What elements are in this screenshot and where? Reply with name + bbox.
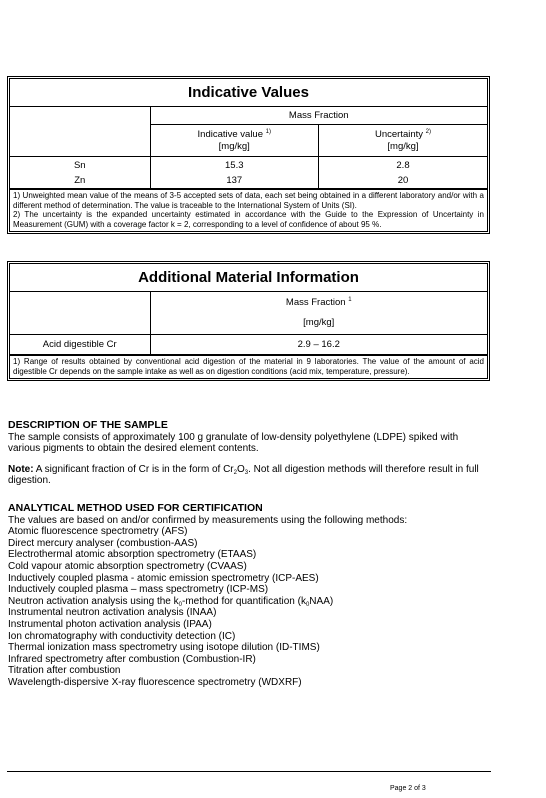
uncertainty-unit: [mg/kg] <box>387 140 419 152</box>
mass-fraction-header: Mass Fraction <box>150 107 487 125</box>
table-row-uncertainty: 2.8 <box>319 157 488 174</box>
method-item: Titration after combustion <box>8 665 121 677</box>
table-row-value: 15.3 <box>150 157 319 174</box>
blank-header-cell <box>10 292 150 335</box>
methods-heading: ANALYTICAL METHOD USED FOR CERTIFICATION <box>8 502 263 514</box>
note-text: . Not all digestion methods will therefore result in full digestion. <box>8 463 479 487</box>
method-item: Ion chromatography with conductivity detection (IC) <box>8 630 236 642</box>
additional-footnote <box>10 355 487 378</box>
method-subscript: 0 <box>305 601 310 608</box>
method-item: Atomic fluorescence spectrometry (AFS) <box>8 526 188 538</box>
page-number: Page 2 of 3 <box>390 785 426 792</box>
table-row-element: Sn <box>10 157 150 174</box>
blank-header-cell <box>10 107 150 157</box>
method-item: Instrumental neutron activation analysis (INAA) <box>8 607 217 619</box>
footnote-ref-1: 1 <box>348 297 352 303</box>
footnote-text: 2) The uncertainty is the expanded uncertainty estimated in accordance with the Guide to the Expression of Uncertainty in Measurement (GUM) with a coverage factor k = 2, corresponding to a level of confidence of about 95 %. <box>13 210 484 229</box>
note-text: O <box>236 463 245 475</box>
note-label: Note: <box>8 463 34 475</box>
description-text: The sample consists of approximately 100 g granulate of low-density polyethylene (LDPE) spiked with various pigments to obtain the desired element contents. <box>8 431 459 455</box>
mass-fraction-unit: [mg/kg] <box>303 317 335 328</box>
indicative-footnotes <box>10 189 487 231</box>
footnote-ref-1: 1) <box>265 128 271 135</box>
method-item: Inductively coupled plasma - atomic emission spectrometry (ICP-AES) <box>8 572 319 584</box>
uncertainty-label: Uncertainty <box>374 128 424 140</box>
method-item: Direct mercury analyser (combustion-AAS) <box>8 537 198 549</box>
method-item: Inductively coupled plasma – mass spectrometry (ICP-MS) <box>8 584 269 596</box>
method-item: Infrared spectrometry after combustion (Combustion-IR) <box>8 653 256 665</box>
description-note <box>8 464 488 487</box>
description-heading: DESCRIPTION OF THE SAMPLE <box>8 419 168 431</box>
table-row-value: 137 <box>150 173 319 189</box>
method-item: Cold vapour atomic absorption spectrometry (CVAAS) <box>8 560 247 572</box>
acid-cr-label: Acid digestible Cr <box>10 335 150 355</box>
additional-info-title: Additional Material Information <box>10 264 487 292</box>
method-item-naa <box>8 596 488 608</box>
method-item: Electrothermal atomic absorption spectrometry (ETAAS) <box>8 549 257 561</box>
methods-section <box>8 503 488 689</box>
table-row-element: Zn <box>10 173 150 189</box>
indicative-values-table <box>7 76 490 234</box>
method-text: NAA) <box>309 595 334 607</box>
footnote-text: 1) Range of results obtained by conventional acid digestion of the material in 9 laboratories. The value of the amount of acid digestible Cr depends on the sample intake as well as on digestion conditions (acid mix, temperature, pressure). <box>13 357 484 376</box>
method-text: Neutron activation analysis using the k <box>8 595 179 607</box>
footnote-ref-2: 2) <box>425 128 432 135</box>
note-text: A significant fraction of Cr is in the form of Cr <box>33 463 234 475</box>
indicative-values-title: Indicative Values <box>10 79 487 107</box>
acid-cr-value: 2.9 – 16.2 <box>150 335 487 355</box>
description-section <box>8 420 488 487</box>
methods-intro: The values are based on and/or confirmed by measurements using the following methods: <box>8 514 408 526</box>
method-item: Thermal ionization mass spectrometry using isotope dilution (ID-TIMS) <box>8 642 320 654</box>
note-subscript: 2 <box>233 469 237 476</box>
method-text: -method for quantification (k <box>182 595 306 607</box>
additional-info-table <box>7 261 490 381</box>
note-subscript: 3 <box>244 469 249 476</box>
method-item: Wavelength-dispersive X-ray fluorescence spectrometry (WDXRF) <box>8 676 302 688</box>
method-subscript: 0 <box>178 601 182 608</box>
footer-divider <box>7 771 491 772</box>
mass-fraction-header <box>150 292 487 335</box>
indicative-value-header <box>150 125 319 157</box>
uncertainty-header <box>319 125 488 157</box>
table-row-uncertainty: 20 <box>319 173 488 189</box>
indicative-value-unit: [mg/kg] <box>218 140 250 152</box>
indicative-value-label: Indicative value <box>197 128 263 140</box>
method-item: Instrumental photon activation analysis (IPAA) <box>8 618 212 630</box>
footnote-text: 1) Unweighted mean value of the means of 3-5 accepted sets of data, each set being obtained in a different laboratory and/or with a different method of determination. The value is traceable to the International System of Units (SI). <box>13 191 484 210</box>
mass-fraction-label: Mass Fraction <box>285 297 346 308</box>
